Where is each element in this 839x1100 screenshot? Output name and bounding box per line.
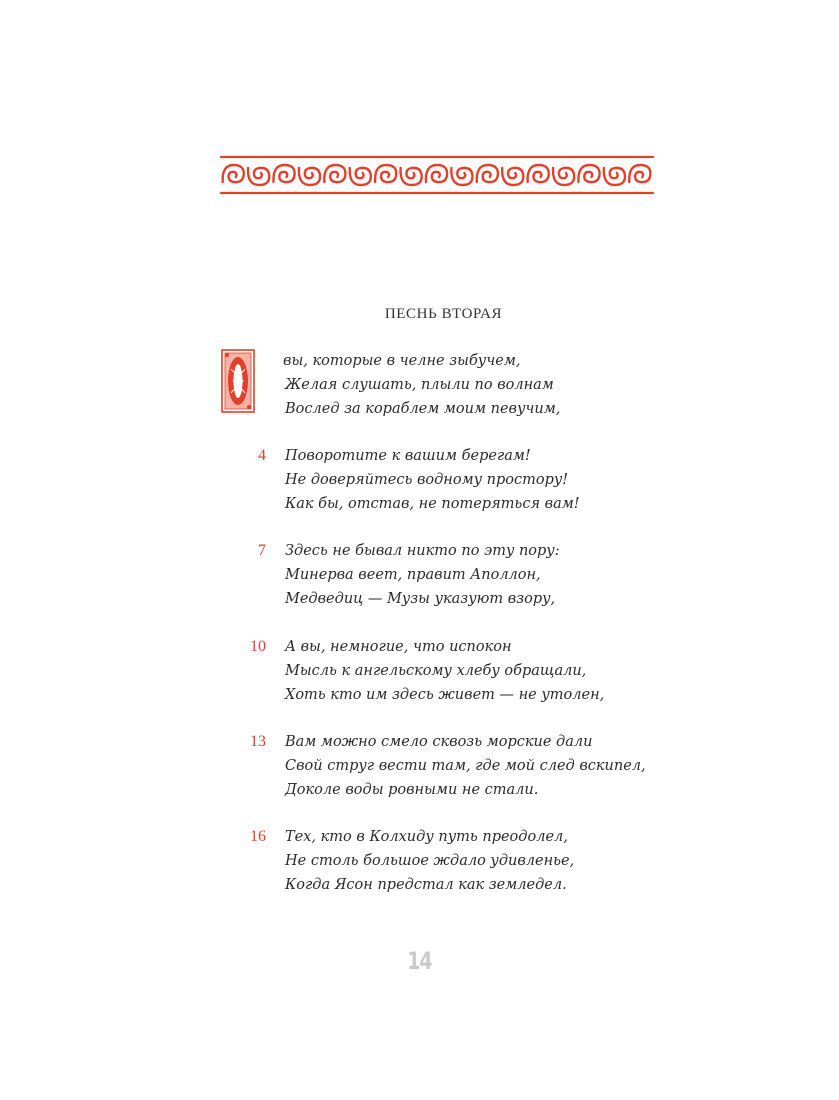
swirl-ornament xyxy=(401,168,422,185)
verse-line: Минерва веет, правит Аполлон, xyxy=(285,567,541,583)
verse-line: А вы, немногие, что испокон xyxy=(285,639,512,655)
swirl-ornament xyxy=(273,165,294,182)
swirl-ornament xyxy=(223,165,244,182)
verse-line: Желая слушать, плыли по волнам xyxy=(285,377,554,393)
tercet xyxy=(0,539,839,611)
swirl-ornament xyxy=(553,168,574,185)
verse-line: Здесь не бывал никто по эту пору: xyxy=(285,543,560,559)
swirl-ornament xyxy=(451,168,472,185)
verse-line: Свой струг вести там, где мой след вскипел, xyxy=(285,758,646,774)
verse-line: Не доверяйтесь водному простору! xyxy=(285,472,569,488)
swirl-ornament xyxy=(248,168,269,185)
line-number: 16 xyxy=(250,828,266,845)
tercet xyxy=(0,444,839,516)
swirl-ornament xyxy=(629,165,650,182)
verse-line: Доколе воды ровными не стали. xyxy=(285,782,539,798)
verse-line: Поворотите к вашим берегам! xyxy=(285,448,531,464)
tercet xyxy=(0,349,839,421)
verse-line: Вослед за кораблем моим певучим, xyxy=(285,401,561,417)
swirl-ornament xyxy=(375,165,396,182)
line-number: 10 xyxy=(250,638,266,655)
swirl-ornament xyxy=(604,168,625,185)
swirl-ornament xyxy=(350,168,371,185)
swirl-ornament xyxy=(324,165,345,182)
verse-line: вы, которые в челне зыбучем, xyxy=(283,353,521,369)
verse-line: Как бы, отстав, не потеряться вам! xyxy=(285,496,580,512)
page-number: 14 xyxy=(407,947,432,975)
canto-title: ПЕСНЬ ВТОРАЯ xyxy=(384,306,503,322)
line-number: 4 xyxy=(258,447,266,464)
swirl-ornament xyxy=(528,165,549,182)
swirl-ornament xyxy=(578,165,599,182)
verse-line: Вам можно смело сквозь морские дали xyxy=(285,734,593,750)
verse-line: Когда Ясон предстал как земледел. xyxy=(285,877,567,893)
line-number: 13 xyxy=(250,733,266,750)
line-number: 7 xyxy=(258,542,266,559)
verse-line: Тех, кто в Колхиду путь преодолел, xyxy=(285,829,568,845)
tercet xyxy=(0,635,839,707)
swirl-ornament xyxy=(426,165,447,182)
ornamental-border xyxy=(219,154,655,196)
verse-line: Хоть кто им здесь живет — не утолен, xyxy=(285,687,605,703)
tercet xyxy=(0,825,839,897)
tercet xyxy=(0,730,839,802)
verse-line: Мысль к ангельскому хлебу обращали, xyxy=(285,663,587,679)
verse-line: Не столь большое ждало удивленье, xyxy=(285,853,575,869)
swirl-ornament xyxy=(502,168,523,185)
swirl-ornament xyxy=(477,165,498,182)
swirl-ornament xyxy=(299,168,320,185)
verse-line: Медведиц — Музы указуют взору, xyxy=(285,591,556,607)
